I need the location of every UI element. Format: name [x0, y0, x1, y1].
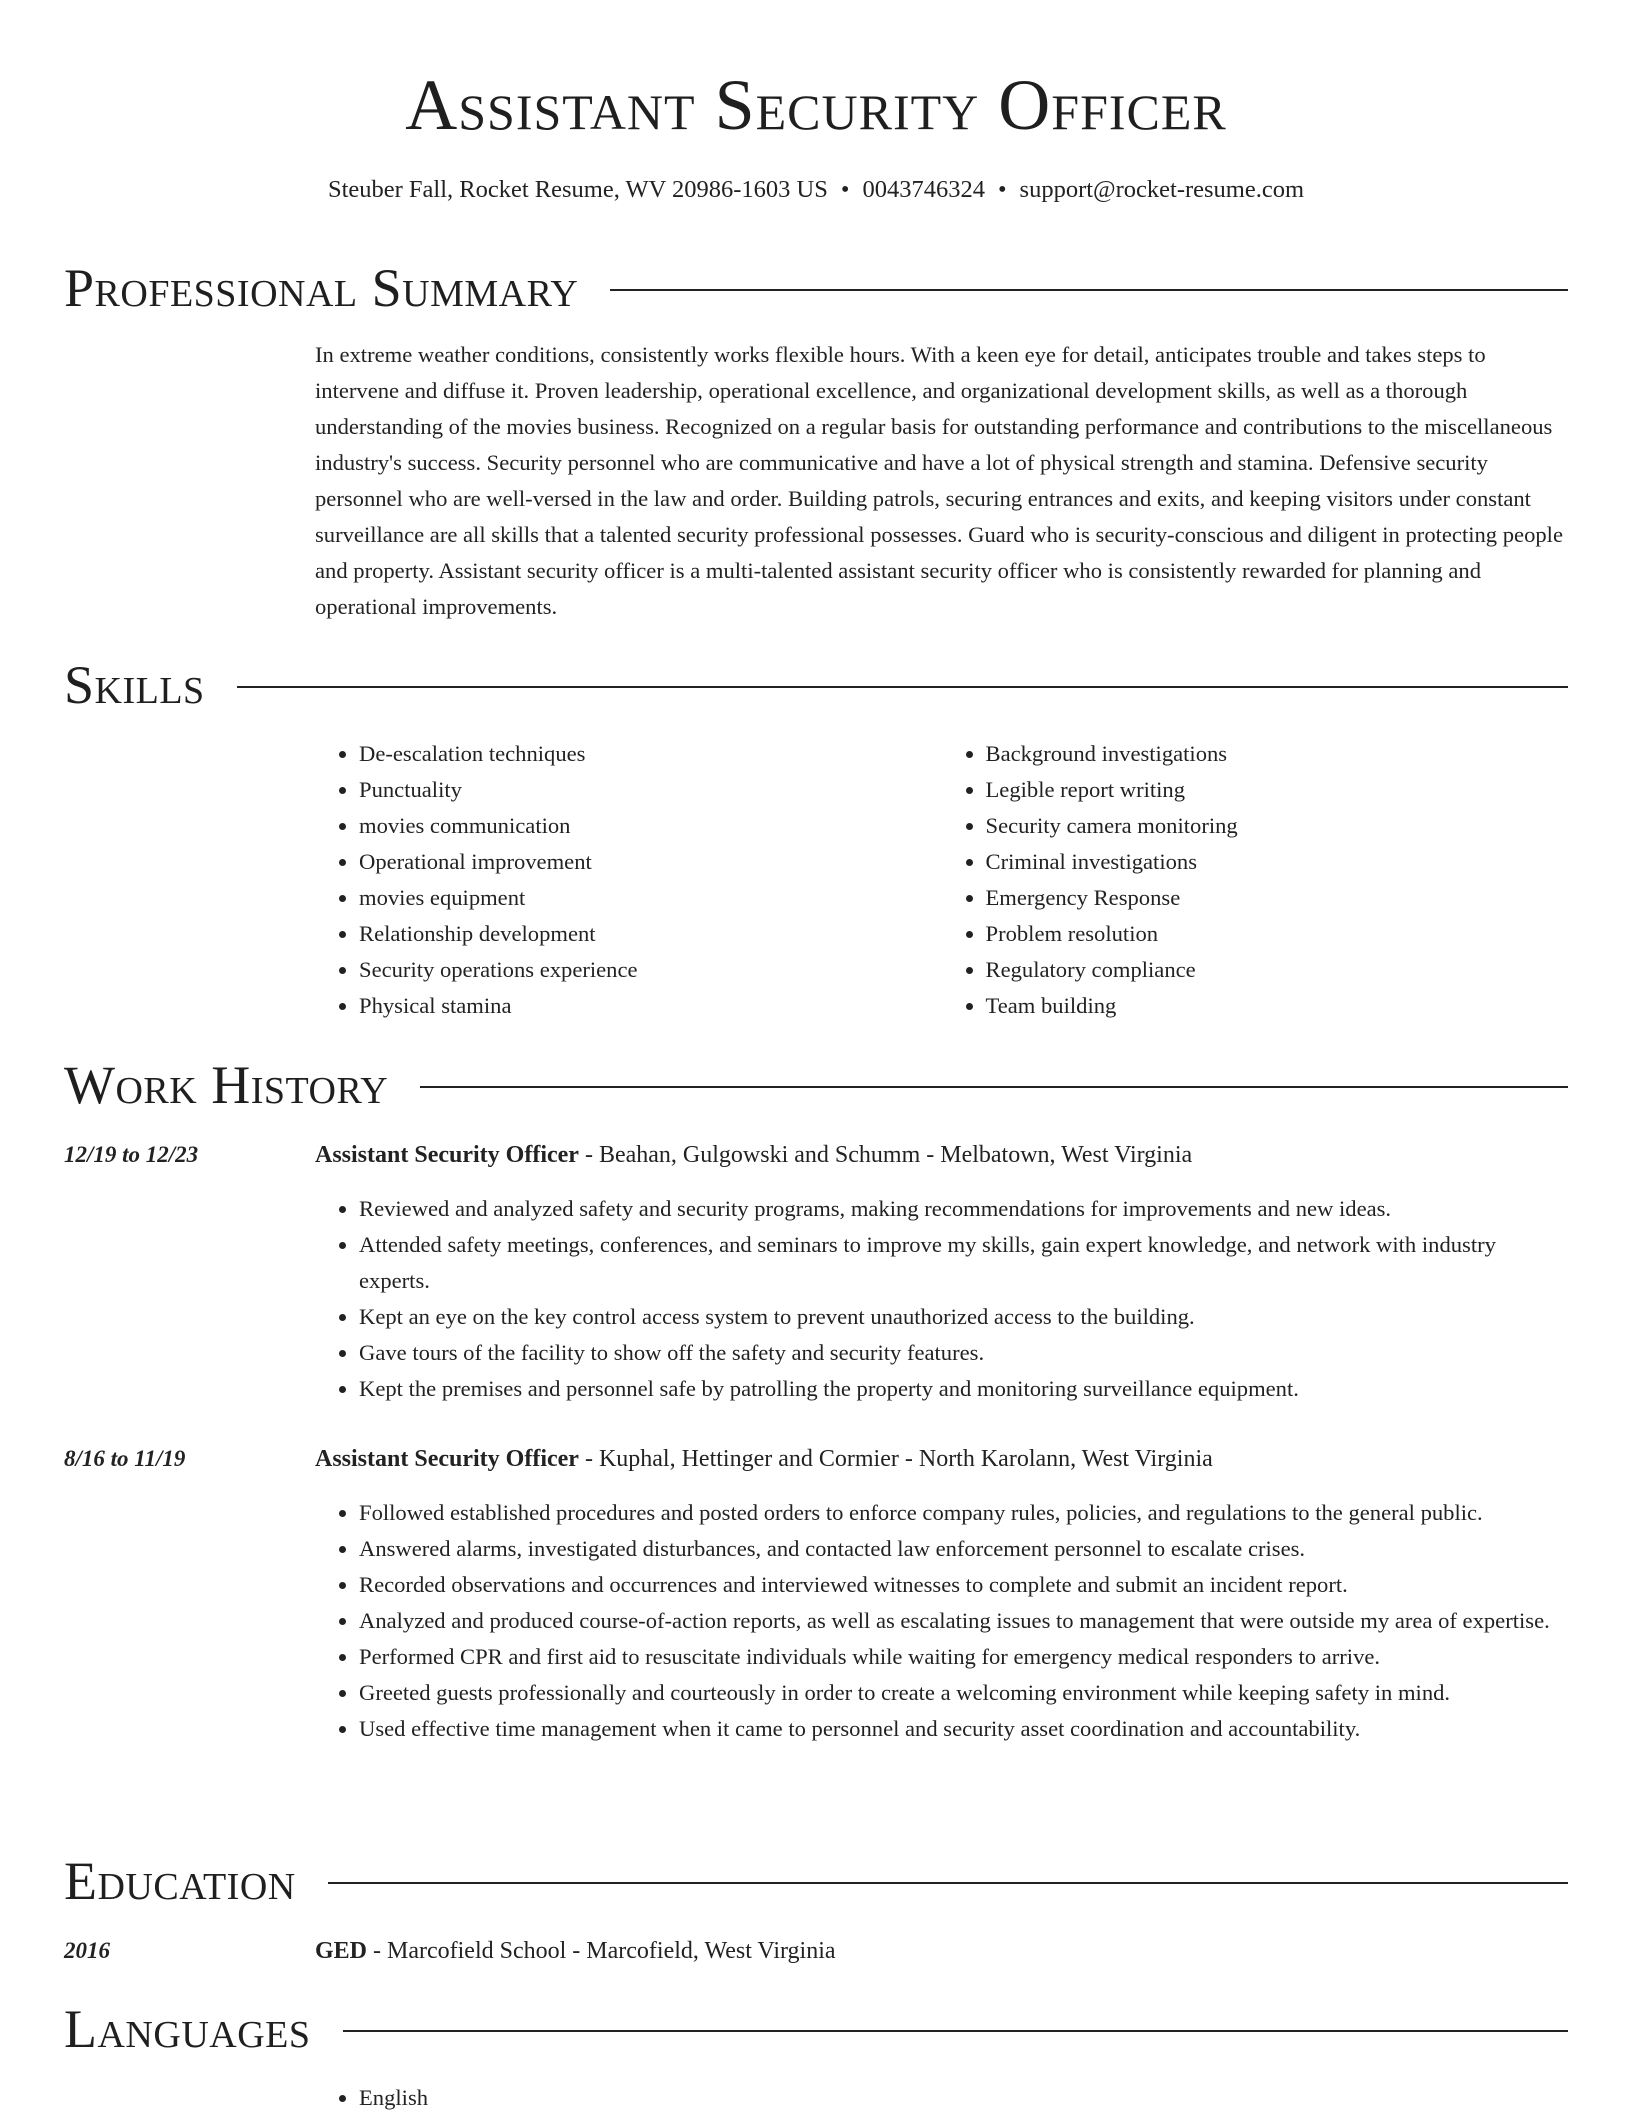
job-duties — [315, 1191, 1568, 1407]
skill-item: • movies communication — [359, 808, 942, 844]
contact-address: Steuber Fall, Rocket Resume, WV 20986-1603 US — [327, 176, 828, 203]
contact-email: support@rocket-resume.com — [1019, 176, 1305, 203]
skill-item: • movies equipment — [359, 880, 942, 916]
languages-section-title: Languages — [64, 1999, 311, 2059]
contact-separator: • — [997, 176, 1007, 203]
summary-body — [315, 337, 1568, 625]
job-heading — [315, 1137, 1568, 1173]
section-divider — [343, 2030, 1569, 2032]
skills-section-header — [64, 652, 1568, 718]
skills-column-right — [942, 736, 1569, 1024]
skill-item: • Legible report writing — [986, 772, 1569, 808]
section-divider — [328, 1882, 1568, 1884]
job-entry — [315, 1137, 1568, 1407]
skill-item: • Problem resolution — [986, 916, 1569, 952]
duty-item: • Performed CPR and first aid to resuscitate individuals while waiting for emergency medical responders to arrive. — [359, 1639, 1568, 1675]
summary-section-title: Professional Summary — [64, 258, 579, 318]
duty-item: • Gave tours of the facility to show off the safety and security features. — [359, 1335, 1568, 1371]
duty-item: • Answered alarms, investigated disturbances, and contacted law enforcement personnel to escalate crises. — [359, 1531, 1568, 1567]
skill-item: • Regulatory compliance — [986, 952, 1569, 988]
contact-line — [64, 173, 1568, 207]
duty-item: • Recorded observations and occurrences and interviewed witnesses to complete and submit an incident report. — [359, 1567, 1568, 1603]
education-section-title: Education — [64, 1851, 296, 1911]
job-dates: 12/19 to 12/23 — [64, 1142, 199, 1167]
languages-section-header — [64, 1996, 1568, 2062]
job-heading — [315, 1441, 1568, 1477]
duty-item: • Used effective time management when it came to personnel and security asset coordination and accountability. — [359, 1711, 1568, 1747]
section-divider — [420, 1086, 1568, 1088]
education-heading — [315, 1933, 1568, 1969]
work-section-header — [64, 1052, 1568, 1118]
education-degree: GED — [315, 1938, 368, 1964]
skill-item: • Relationship development — [359, 916, 942, 952]
skills-section-title: Skills — [64, 655, 205, 715]
skill-item: • Security operations experience — [359, 952, 942, 988]
summary-text: In extreme weather conditions, consistently works flexible hours. With a keen eye for detail, anticipates trouble and takes steps to intervene and diffuse it. Proven leadership, operational excellence, and organizational development skills, as well as a thorough understanding of the movies business. Recognized on a regular basis for outstanding performance and contributions to the miscellaneous industry's success. Security personnel who are communicative and have a lot of physical strength and stamina. Defensive security personnel who are well-versed in the law and order. Building patrols, securing entrances and exits, and keeping visitors under constant surveillance are all skills that a talented security professional possesses. Guard who is security-conscious and diligent in protecting people and property. Assistant security officer is a multi-talented assistant security officer who is consistently rewarded for planning and operational improvements. — [315, 342, 1563, 619]
duty-item: • Kept the premises and personnel safe by patrolling the property and monitoring surveillance equipment. — [359, 1371, 1568, 1407]
job-duties — [315, 1495, 1568, 1747]
education-school: - Marcofield School - Marcofield, West Virginia — [367, 1938, 836, 1964]
job-dates: 8/16 to 11/19 — [64, 1446, 186, 1471]
skill-item: • De-escalation techniques — [359, 736, 942, 772]
duty-item: • Greeted guests professionally and courteously in order to create a welcoming environment while keeping safety in mind. — [359, 1675, 1568, 1711]
contact-separator: • — [840, 176, 850, 203]
duty-item: • Analyzed and produced course-of-action reports, as well as escalating issues to management that were outside my area of expertise. — [359, 1603, 1568, 1639]
skill-item: • Security camera monitoring — [986, 808, 1569, 844]
summary-section-header — [64, 255, 1568, 321]
contact-phone: 0043746324 — [862, 176, 985, 203]
duty-item: • Kept an eye on the key control access system to prevent unauthorized access to the building. — [359, 1299, 1568, 1335]
skill-item: • Physical stamina — [359, 988, 942, 1024]
language-item: • English — [359, 2080, 1568, 2116]
job-position: Assistant Security Officer — [315, 1142, 579, 1168]
section-divider — [237, 686, 1568, 688]
skills-list — [315, 736, 1568, 1024]
languages-list — [315, 2080, 1568, 2116]
job-position: Assistant Security Officer — [315, 1446, 579, 1472]
job-entry — [315, 1441, 1568, 1747]
education-year: 2016 — [64, 1938, 110, 1963]
resume-name: Assistant Security Officer — [405, 65, 1227, 145]
duty-item: • Attended safety meetings, conferences, and seminars to improve my skills, gain expert knowledge, and network with industry experts. — [359, 1227, 1568, 1299]
section-divider — [610, 289, 1568, 291]
skill-item: • Operational improvement — [359, 844, 942, 880]
work-section-title: Work History — [64, 1055, 389, 1115]
duty-item: • Reviewed and analyzed safety and security programs, making recommendations for improvements and new ideas. — [359, 1191, 1568, 1227]
education-entry — [315, 1933, 1568, 1969]
job-employer: - Kuphal, Hettinger and Cormier - North Karolann, West Virginia — [578, 1446, 1213, 1472]
job-employer: - Beahan, Gulgowski and Schumm - Melbatown, West Virginia — [578, 1142, 1193, 1168]
skill-item: • Criminal investigations — [986, 844, 1569, 880]
duty-item: • Followed established procedures and posted orders to enforce company rules, policies, and regulations to the general public. — [359, 1495, 1568, 1531]
skill-item: • Punctuality — [359, 772, 942, 808]
skill-item: • Background investigations — [986, 736, 1569, 772]
skill-item: • Emergency Response — [986, 880, 1569, 916]
skill-item: • Team building — [986, 988, 1569, 1024]
education-section-header — [64, 1848, 1568, 1914]
skills-column-left — [315, 736, 942, 1024]
